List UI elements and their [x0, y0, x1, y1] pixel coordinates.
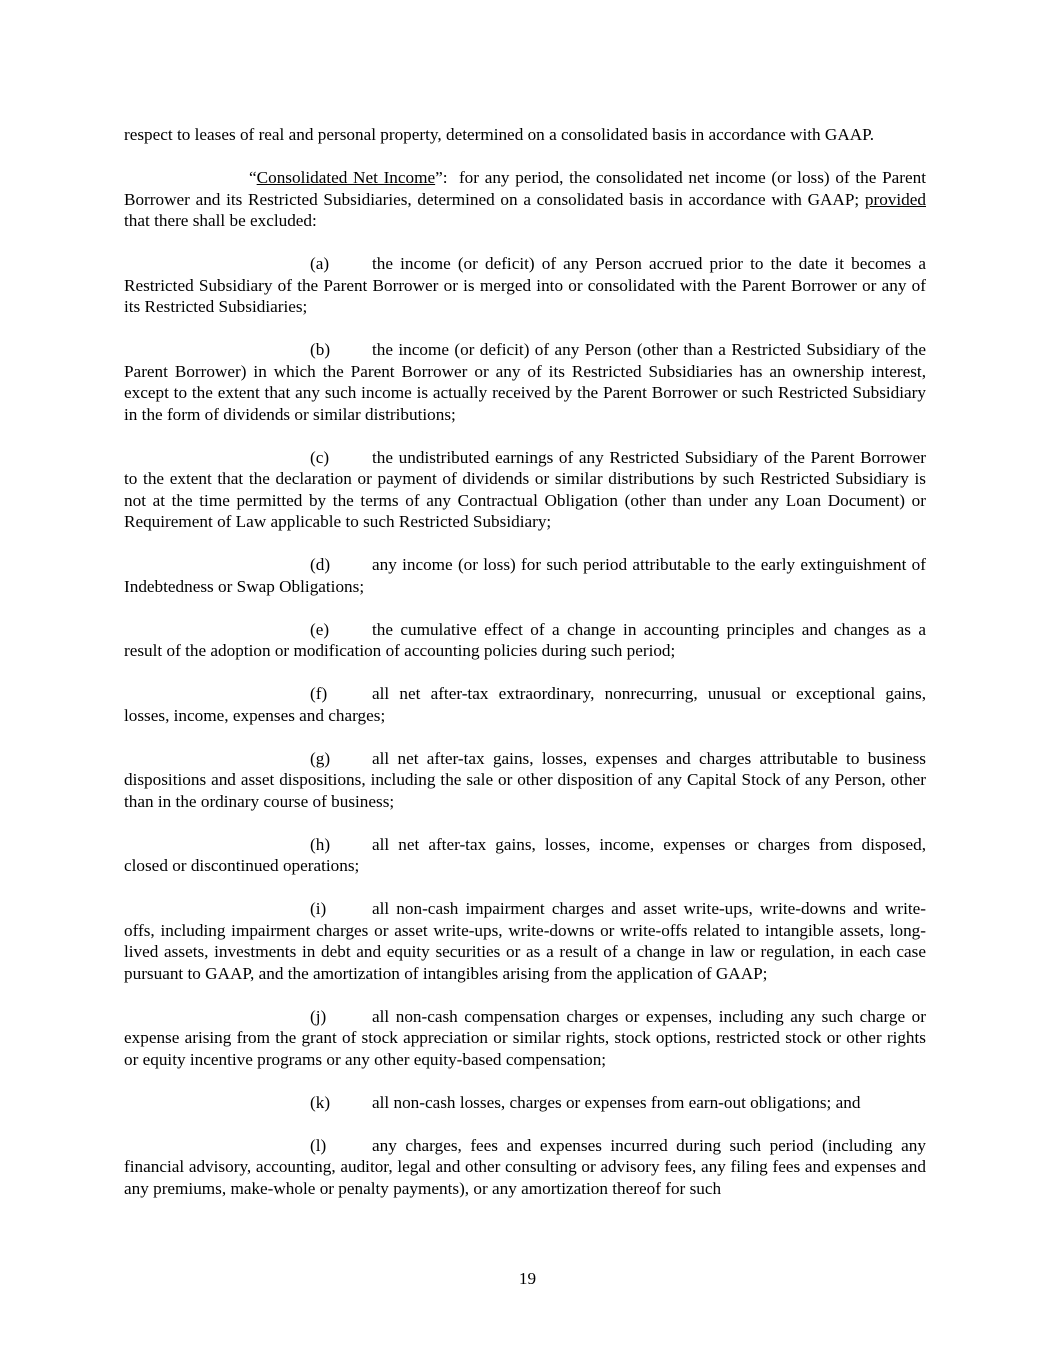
clause-label: (j): [310, 1006, 327, 1026]
clause-label: (h): [310, 834, 331, 854]
clause-c: [124, 447, 926, 533]
clause-g: [124, 748, 926, 813]
clause-text: the undistributed earnings of any Restricted Subsidiary of the Parent Borrower to the extent that the declaration or payment of dividends or similar distributions by such Restricted Subsidiary is not at the time permitted by the terms of any Contractual Obligation (other than under any Loan Document) or Requirement of Law applicable to such Restricted Subsidiary;: [124, 447, 926, 531]
clause-text: all non-cash compensation charges or expenses, including any such charge or expense arising from the grant of stock appreciation or similar rights, stock options, restricted stock or other rights or equity incentive programs or any other equity-based compensation;: [124, 1006, 926, 1069]
clause-i: [124, 898, 926, 984]
clause-text: any charges, fees and expenses incurred during such period (including any financial advisory, accounting, auditor, legal and other consulting or advisory fees, any filing fees and expenses and any premiums, make-whole or penalty payments), or any amortization thereof for such: [124, 1135, 926, 1198]
clause-label: (d): [310, 555, 331, 574]
clause-text: the cumulative effect of a change in accounting principles and changes as a result of the adoption or modification of accounting policies during such period;: [124, 619, 926, 660]
clause-text: all non-cash losses, charges or expenses from earn-out obligations; and: [372, 1092, 861, 1112]
definition-consolidated-net-income: [124, 167, 931, 232]
clause-label: (l): [310, 1135, 327, 1155]
clause-j: [124, 1006, 926, 1071]
clause-label: (c): [310, 447, 330, 467]
clause-text: any income (or loss) for such period attributable to the early extinguishment of Indebtedness or Swap Obligations;: [124, 555, 926, 596]
clause-text: the income (or deficit) of any Person (other than a Restricted Subsidiary of the Parent Borrower) in which the Parent Borrower or any of its Restricted Subsidiaries has an ownership interest, except to the extent that any such income is actually received by the Parent Borrower or such Restricted Subsidiary in the form of dividends or similar distributions;: [124, 340, 926, 424]
clause-label: (e): [310, 619, 330, 639]
definition-open-quote: “: [249, 168, 257, 187]
clause-label: (k): [310, 1092, 331, 1112]
clause-e: [124, 619, 926, 662]
clause-label: (g): [310, 748, 331, 768]
clause-f: [124, 683, 926, 726]
clause-d: [124, 554, 926, 597]
defined-term: Consolidated Net Income: [256, 168, 436, 187]
clause-l: [124, 1135, 926, 1200]
clause-label: (b): [310, 340, 331, 359]
clause-text: all net after-tax gains, losses, income, expenses or charges from disposed, closed or discontinued operations;: [124, 834, 926, 875]
clause-h: [124, 834, 926, 877]
provided-keyword: provided: [864, 189, 926, 209]
definition-close-quote: ”:: [435, 168, 448, 187]
document-page: [124, 124, 931, 1221]
clause-a: [124, 253, 926, 318]
clause-label: (a): [310, 254, 330, 273]
clause-b: [124, 339, 926, 425]
clause-text: all non-cash impairment charges and asset write-ups, write-downs and write-offs, including impairment charges or asset write-ups, write-downs or write-offs related to intangible assets, long-lived assets, investments in debt and equity securities or as a result of a change in law or regulation, in each case pursuant to GAAP, and the amortization of intangibles arising from the application of GAAP;: [124, 899, 926, 983]
clause-label: (f): [310, 684, 328, 703]
continuation-paragraph: respect to leases of real and personal property, determined on a consolidated basis in accordance with GAAP.: [124, 125, 875, 144]
clause-text: the income (or deficit) of any Person accrued prior to the date it becomes a Restricted Subsidiary of the Parent Borrower or is merged into or consolidated with the Parent Borrower or any of its Restricted Subsidiaries;: [124, 254, 926, 316]
clause-k: [124, 1092, 926, 1114]
page-number: 19: [518, 1269, 537, 1288]
definition-body-end: that there shall be excluded:: [124, 211, 317, 230]
clause-label: (i): [310, 899, 327, 918]
definition-body-start: for any period, the consolidated net income (or loss) of the Parent Borrower and its Restricted Subsidiaries, determined on a consolidated basis in accordance with GAAP;: [124, 168, 931, 209]
clause-text: all net after-tax extraordinary, nonrecurring, unusual or exceptional gains, losses, income, expenses and charges;: [124, 684, 926, 725]
clause-text: all net after-tax gains, losses, expenses and charges attributable to business dispositions and asset dispositions, including the sale or other disposition of any Capital Stock of any Person, other than in the ordinary course of business;: [124, 748, 926, 811]
